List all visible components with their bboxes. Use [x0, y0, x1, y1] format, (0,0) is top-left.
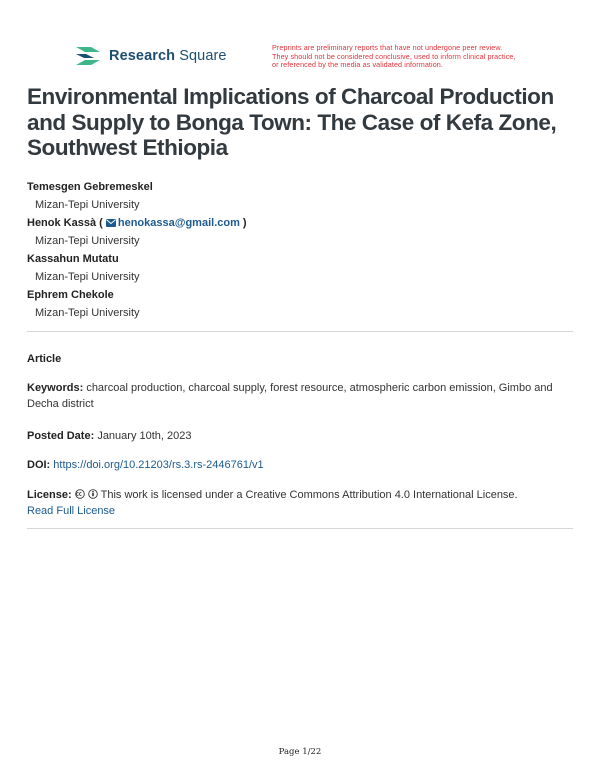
keywords-value: charcoal production, charcoal supply, forest resource, atmospheric carbon emission, Gimbo and Decha district [27, 382, 553, 410]
author-list [27, 180, 577, 324]
author-affiliation: Mizan-Tepi University [35, 235, 140, 247]
keywords [27, 380, 573, 412]
preprint-notice [272, 44, 572, 70]
read-full-license-link[interactable]: Read Full License [27, 505, 116, 517]
envelope-icon [106, 219, 116, 227]
author-name: Ephrem Chekole [27, 289, 114, 301]
doi-link[interactable]: https://doi.org/10.21203/rs.3.rs-2446761/v1 [53, 459, 264, 471]
keywords-label: Keywords: [27, 382, 84, 394]
license [27, 487, 573, 519]
license-text: This work is licensed under a Creative Commons Attribution 4.0 International License. [100, 489, 518, 501]
page-number: Page 1/22 [278, 747, 322, 757]
author-affiliation: Mizan-Tepi University [35, 199, 140, 211]
divider [27, 331, 573, 332]
author-name: Kassahun Mutatu [27, 253, 119, 265]
brand-name: Research Square [109, 48, 227, 64]
article-type [27, 351, 573, 367]
doi [27, 457, 573, 473]
paper-title: Environmental Implications of Charcoal Production and Supply to Bonga Town: The Case of Kefa Zone, Southwest Ethiopia [27, 84, 557, 160]
author-name-text: Henok Kassà [27, 217, 97, 229]
notice-line: Preprints are preliminary reports that have not undergone peer review. [272, 43, 503, 52]
research-square-logo-icon [74, 44, 102, 68]
divider [27, 528, 573, 529]
attribution-icon [88, 489, 98, 499]
author-affiliation: Mizan-Tepi University [35, 271, 140, 283]
author-name: Henok Kassà ( henokassa@gmail.com ) [27, 217, 247, 229]
author-affiliation: Mizan-Tepi University [35, 307, 140, 319]
posted-date [27, 428, 573, 444]
doi-label: DOI: [27, 459, 51, 471]
author-email-text: henokassa@gmail.com [117, 217, 240, 229]
article-type-label: Article [27, 353, 62, 365]
author-email-link[interactable] [106, 217, 240, 229]
posted-date-value: January 10th, 2023 [97, 430, 192, 442]
notice-line: or referenced by the media as validated information. [272, 60, 444, 70]
notice-line: They should not be considered conclusive, used to inform clinical practice, [272, 51, 516, 61]
research-square-logo[interactable] [74, 44, 227, 68]
author-name: Temesgen Gebremeskel [27, 181, 153, 193]
posted-date-label: Posted Date: [27, 430, 95, 442]
creative-commons-icon [75, 489, 85, 499]
license-label: License: [27, 489, 72, 501]
